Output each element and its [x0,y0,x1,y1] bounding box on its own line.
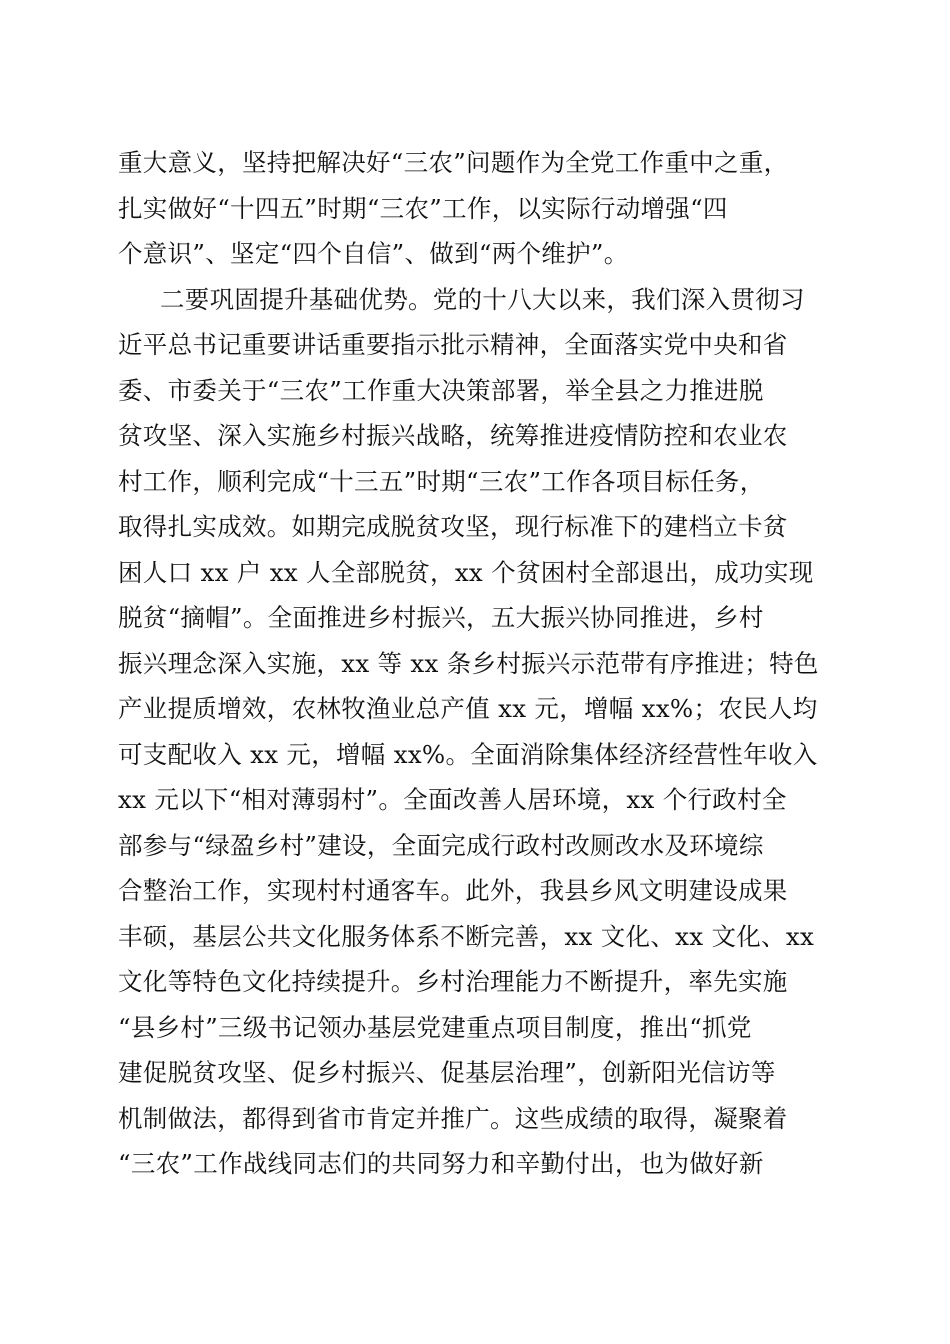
text-line: “三农”工作战线同志们的共同努力和辛勤付出，也为做好新 [118,1149,764,1178]
text-line: 贫攻坚、深入实施乡村振兴战略，统筹推进疫情防控和农业农 [118,421,788,450]
text-line: 委、市委关于“三农”工作重大决策部署，举全县之力推进脱 [118,375,764,405]
text-line: 困人口 xx 户 xx 人全部脱贫，xx 个贫困村全部退出，成功实现 [118,557,814,587]
text-line: 丰硕，基层公共文化服务体系不断完善，xx 文化、xx 文化、xx [118,921,815,951]
text-line: 部参与“绿盈乡村”建设，全面完成行政村改厕改水及环境综 [118,830,764,860]
body-text [118,140,834,1187]
text-line: 个意识”、坚定“四个自信”、做到“两个维护”。 [118,239,629,268]
text-line: xx 元以下“相对薄弱村”。全面改善人居环境，xx 个行政村全 [118,785,787,814]
text-line: 建促脱贫攻坚、促乡村振兴、促基层治理”，创新阳光信访等 [118,1058,776,1087]
text-line: 近平总书记重要讲话重要指示批示精神，全面落实党中央和省 [118,330,788,359]
text-line: 重大意义，坚持把解决好“三农”问题作为全党工作重中之重， [118,148,789,177]
text-line: 可支配收入 xx 元，增幅 xx%。全面消除集体经济经营性年收入 [118,739,818,769]
text-line: 机制做法，都得到省市肯定并推广。这些成绩的取得，凝聚着 [118,1103,788,1133]
text-line: 脱贫“摘帽”。全面推进乡村振兴，五大振兴协同推进，乡村 [118,603,764,632]
text-line: 文化等特色文化持续提升。乡村治理能力不断提升，率先实施 [118,967,788,996]
text-line: 村工作，顺利完成“十三五”时期“三农”工作各项目标任务， [118,466,765,496]
text-line: 取得扎实成效。如期完成脱贫攻坚，现行标准下的建档立卡贫 [118,512,788,541]
text-line: 振兴理念深入实施，xx 等 xx 条乡村振兴示范带有序推进；特色 [118,648,819,678]
paragraph-first-line: 二要巩固提升基础优势。党的十八大以来，我们深入贯彻习 [160,284,805,314]
text-line: 合整治工作，实现村村通客车。此外，我县乡风文明建设成果 [118,876,788,905]
text-line: 扎实做好“十四五”时期“三农”工作，以实际行动增强“四 [118,193,728,223]
text-line: “县乡村”三级书记领办基层党建重点项目制度，推出“抓党 [118,1012,752,1042]
text-line: 产业提质增效，农林牧渔业总产值 xx 元，增幅 xx%；农民人均 [118,694,818,723]
